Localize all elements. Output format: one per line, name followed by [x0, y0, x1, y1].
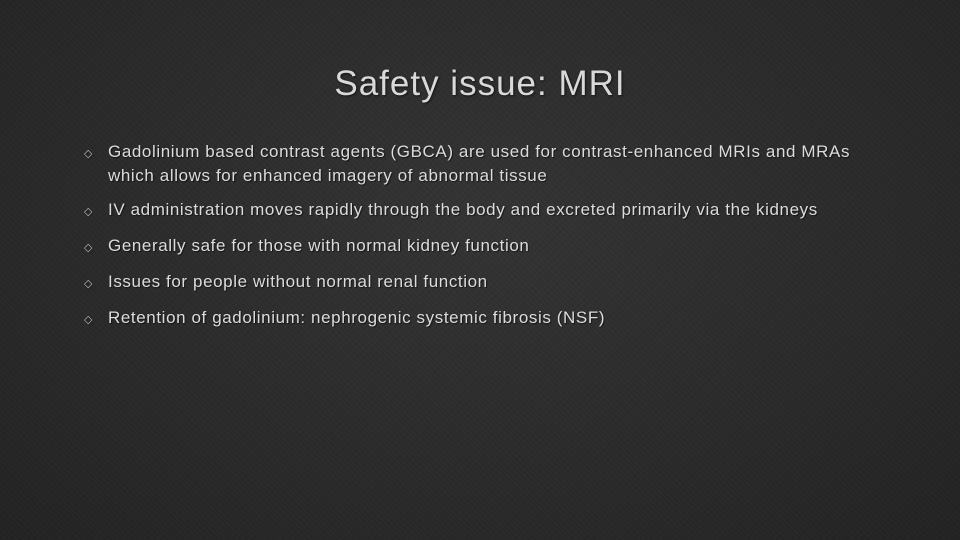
diamond-outline-icon: ◇	[84, 314, 94, 326]
diamond-outline-icon: ◇	[84, 206, 94, 218]
bullet-text: Issues for people without normal renal function	[108, 272, 488, 291]
bullet-item	[84, 306, 894, 332]
bullet-text: Retention of gadolinium: nephrogenic systemic fibrosis (NSF)	[108, 308, 606, 327]
bullet-text: Gadolinium based contrast agents (GBCA) are used for contrast-enhanced MRIs and MRAs which allows for enhanced imagery of abnormal tissue	[108, 142, 851, 185]
bullet-text: Generally safe for those with normal kidney function	[108, 236, 530, 255]
bullet-text: IV administration moves rapidly through the body and excreted primarily via the kidneys	[108, 200, 818, 219]
bullet-list	[84, 140, 894, 342]
diamond-outline-icon: ◇	[84, 148, 94, 160]
diamond-outline-icon: ◇	[84, 278, 94, 290]
bullet-item	[84, 270, 894, 296]
diamond-outline-icon: ◇	[84, 242, 94, 254]
slide-title: Safety issue: MRI	[334, 64, 626, 103]
bullet-item	[84, 140, 894, 188]
bullet-item	[84, 234, 894, 260]
bullet-item	[84, 198, 894, 224]
